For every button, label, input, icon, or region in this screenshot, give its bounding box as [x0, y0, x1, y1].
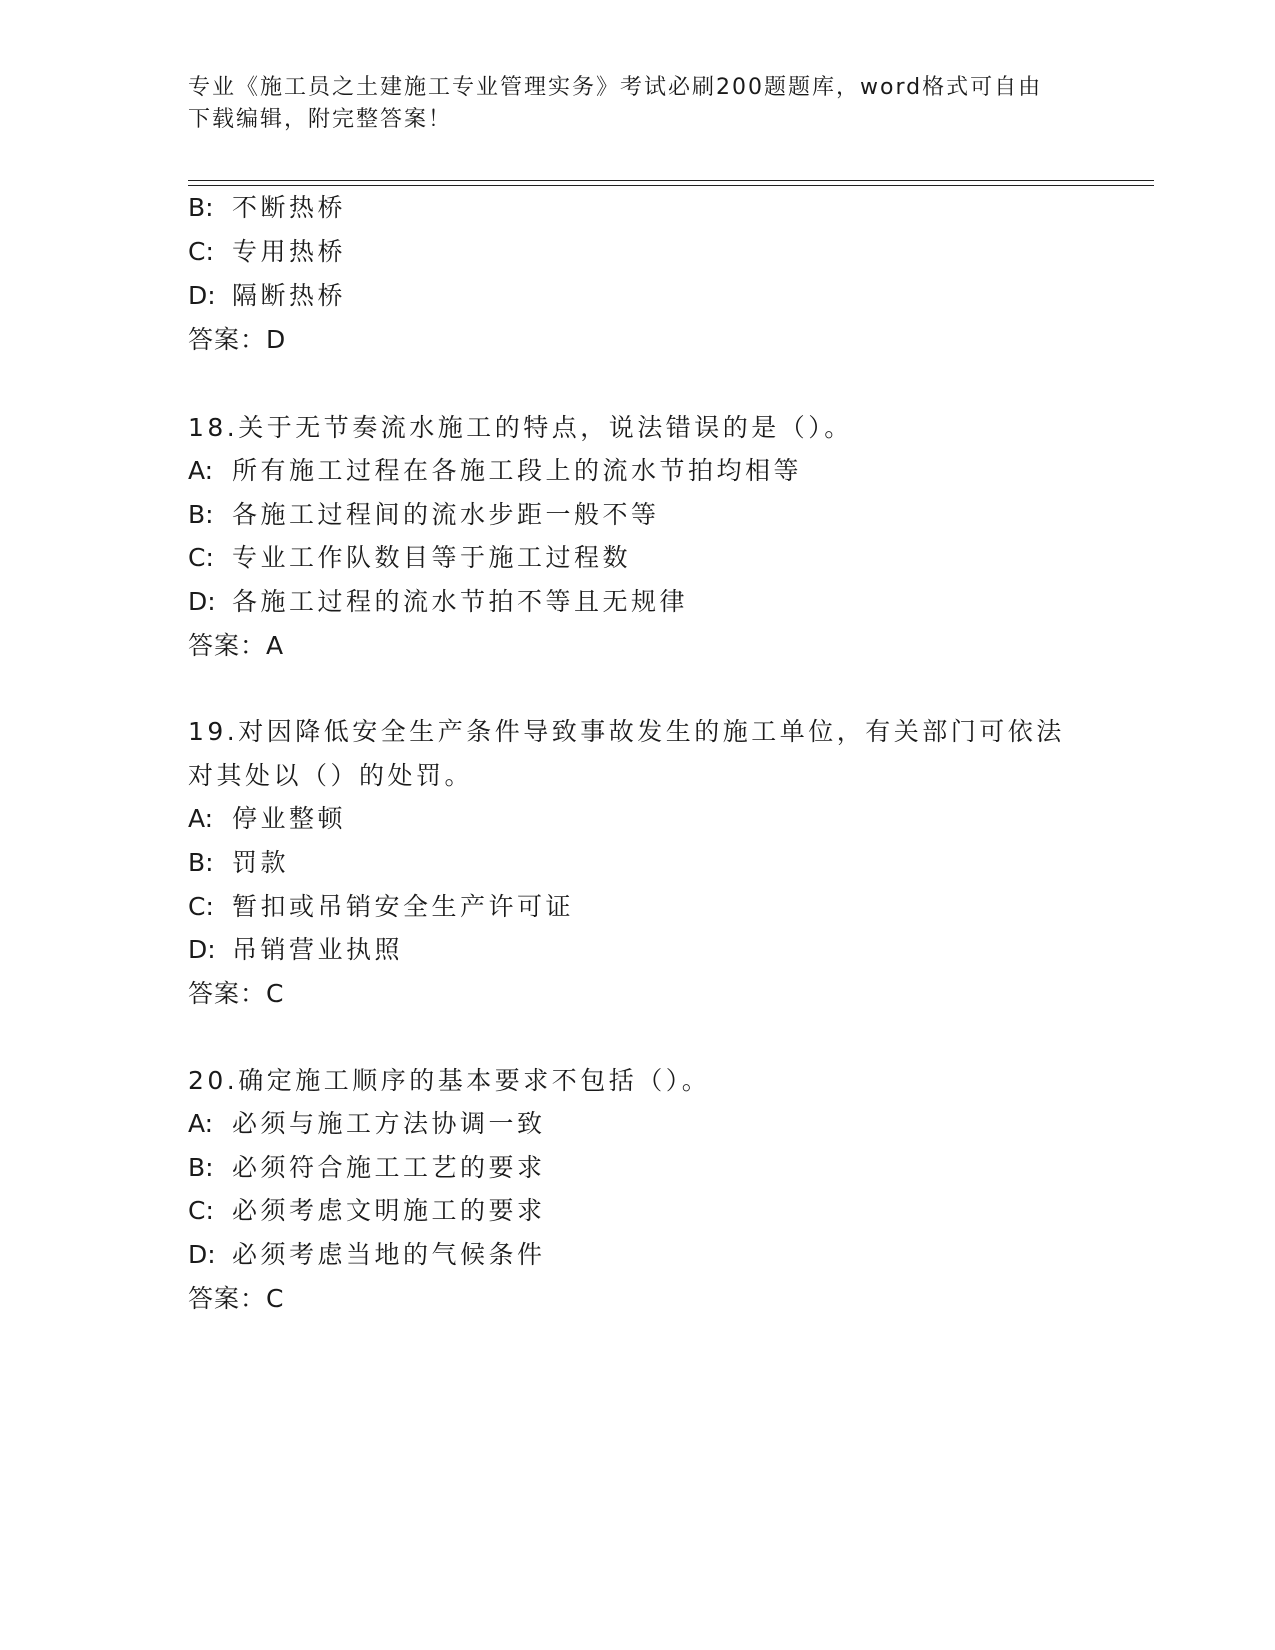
- header-line-1: 专业《施工员之土建施工专业管理实务》考试必刷200题题库，word格式可自由: [188, 75, 1043, 100]
- header-divider-top: [188, 180, 1154, 181]
- q18-option-a: A: 所有施工过程在各施工段上的流水节拍均相等: [188, 456, 803, 485]
- document-header: [188, 72, 1088, 136]
- q19-option-c: C: 暂扣或吊销安全生产许可证: [188, 892, 575, 921]
- q19-option-d: D: 吊销营业执照: [188, 935, 404, 964]
- q19-option-b: B: 罚款: [188, 848, 290, 877]
- header-divider-bottom: [188, 185, 1154, 186]
- q19-option-a: A: 停业整顿: [188, 804, 347, 833]
- q18-option-b: B: 各施工过程间的流水步距一般不等: [188, 500, 660, 529]
- q20-option-b: B: 必须符合施工工艺的要求: [188, 1153, 546, 1182]
- q17-option-c: C: 专用热桥: [188, 237, 347, 266]
- q20-option-a: A: 必须与施工方法协调一致: [188, 1109, 546, 1138]
- q19-answer: 答案：C: [188, 979, 285, 1008]
- q20-answer: 答案：C: [188, 1284, 285, 1313]
- q17-option-b: B: 不断热桥: [188, 193, 347, 222]
- q17-answer: 答案：D: [188, 325, 287, 354]
- q20-option-d: D: 必须考虑当地的气候条件: [188, 1240, 546, 1269]
- q19-stem-line-2: 对其处以（）的处罚。: [188, 761, 474, 790]
- q19-stem-line-1: 19.对因降低安全生产条件导致事故发生的施工单位，有关部门可依法: [188, 717, 1065, 746]
- q20-stem: 20.确定施工顺序的基本要求不包括（）。: [188, 1066, 711, 1095]
- header-line-2: 下载编辑，附完整答案！: [188, 107, 453, 132]
- q18-option-c: C: 专业工作队数目等于施工过程数: [188, 543, 632, 572]
- q17-option-d: D: 隔断热桥: [188, 281, 347, 310]
- q18-option-d: D: 各施工过程的流水节拍不等且无规律: [188, 587, 689, 616]
- q20-option-c: C: 必须考虑文明施工的要求: [188, 1196, 546, 1225]
- q18-answer: 答案：A: [188, 631, 285, 660]
- q18-stem: 18.关于无节奏流水施工的特点，说法错误的是（）。: [188, 413, 853, 442]
